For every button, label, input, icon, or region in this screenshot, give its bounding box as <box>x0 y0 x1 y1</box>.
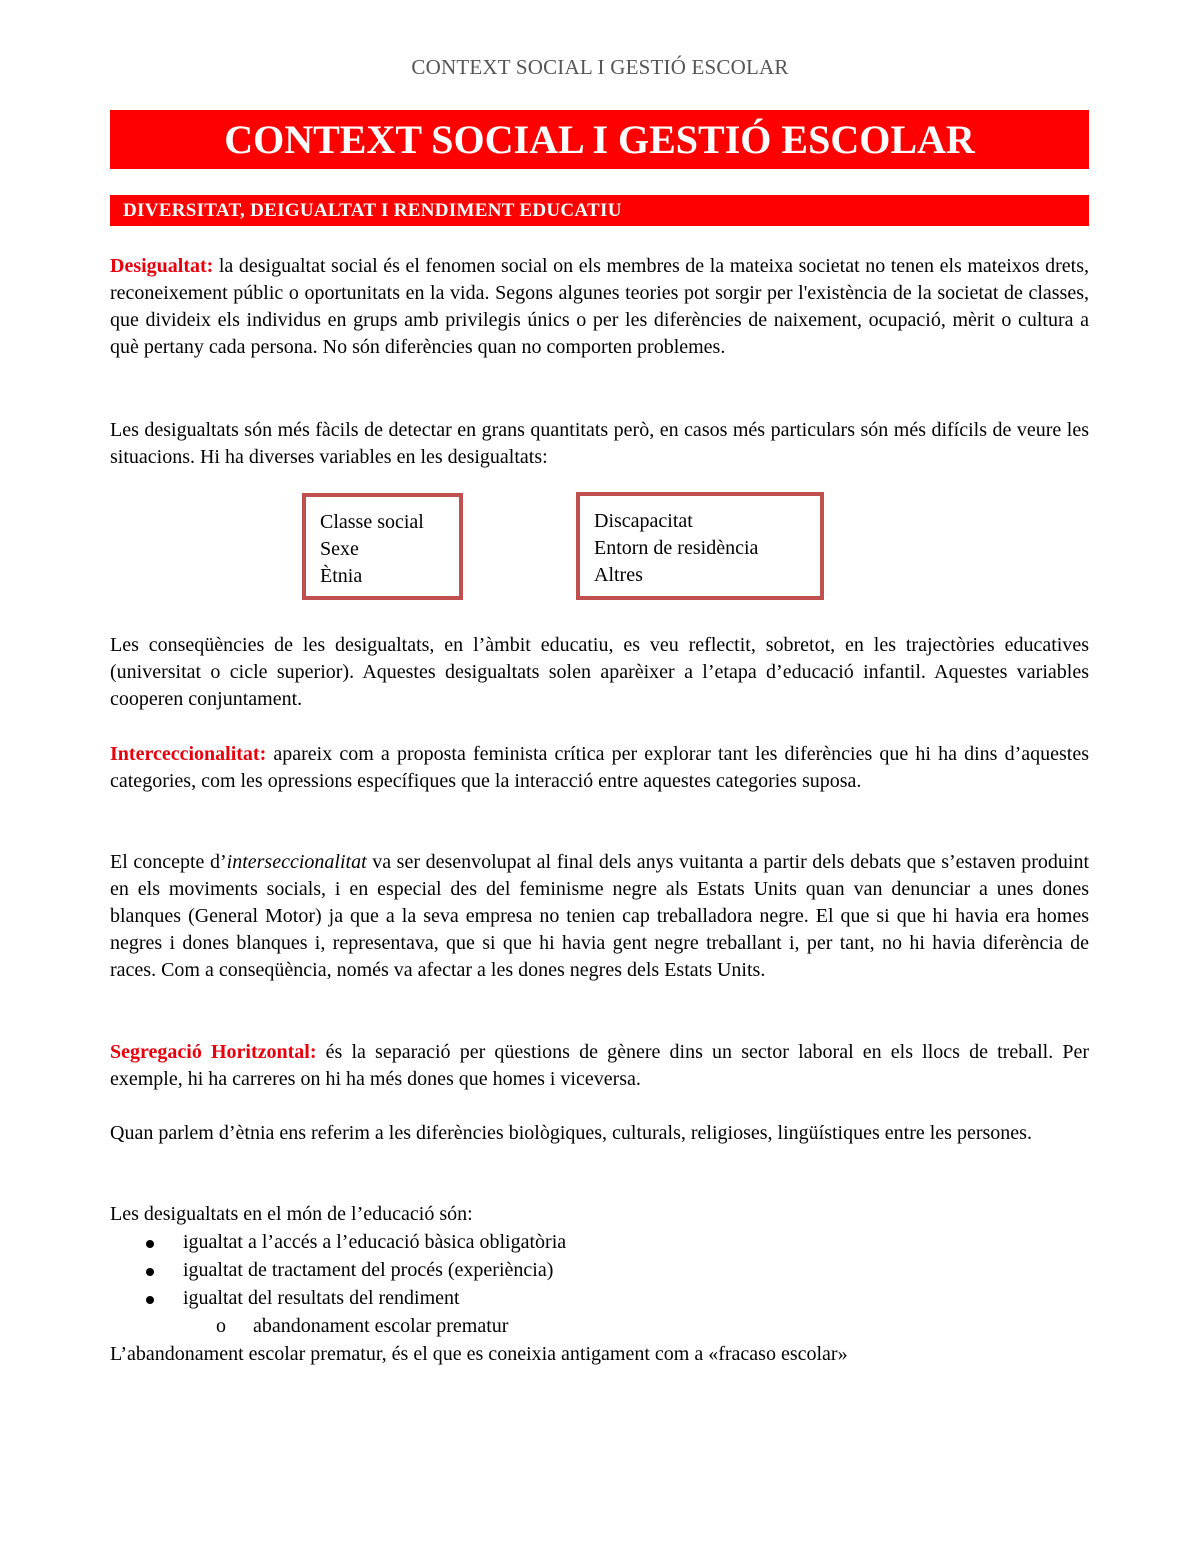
paragraph-concepte <box>110 849 1089 984</box>
paragraph-interseccionalitat <box>110 741 1089 795</box>
section-heading: DIVERSITAT, DEIGUALTAT I RENDIMENT EDUCATIU <box>110 195 1089 226</box>
list-item-text: abandonament escolar prematur <box>253 1315 509 1337</box>
term-segregacio: Segregació Horitzontal: <box>110 1041 317 1063</box>
list-item <box>110 1257 1089 1285</box>
variables-box-right <box>576 492 824 600</box>
document-title: CONTEXT SOCIAL I GESTIÓ ESCOLAR <box>110 110 1089 169</box>
sub-bullet-icon: o <box>216 1315 226 1337</box>
term-interseccionalitat: Interceccionalitat: <box>110 743 267 765</box>
list-item <box>110 1285 1089 1313</box>
paragraph-etnia: Quan parlem d’ètnia ens referim a les diferències biològiques, culturals, religioses, lingüístiques entre les persones. <box>110 1122 1032 1144</box>
bullet-icon <box>146 1296 154 1304</box>
variable-item: Entorn de residència <box>594 537 759 559</box>
bullet-list <box>110 1229 1089 1341</box>
paragraph-desigualtat <box>110 253 1089 361</box>
list-item-text: igualtat del resultats del rendiment <box>183 1287 460 1309</box>
variable-item: Ètnia <box>320 565 363 587</box>
term-desigualtat: Desigualtat: <box>110 255 214 277</box>
paragraph-text: El concepte d’ <box>110 851 227 873</box>
variable-item: Classe social <box>320 511 424 533</box>
paragraph-text: és la separació per qüestions de gènere dins un sector laboral en els llocs de treball. Per exemple, hi ha carreres on hi ha més dones que homes i viceversa. <box>110 1041 1089 1090</box>
paragraph-text: la desigualtat social és el fenomen social on els membres de la mateixa societat no tenen els mateixos drets, reconeixement públic o oportunitats en la vida. Segons algunes teories pot sorgir per l'existència de la societat de classes, que divideix els individus en grups amb privilegis únics o per les diferències de naixement, ocupació, mèrit o cultura a què pertany cada persona. No són diferències quan no comporten problemes. <box>110 255 1089 358</box>
bullet-icon <box>146 1240 154 1248</box>
bullet-icon <box>146 1268 154 1276</box>
paragraph-abandonament: L’abandonament escolar prematur, és el que es coneixia antigament com a «fracaso escolar» <box>110 1343 848 1365</box>
paragraph-list-intro: Les desigualtats en el món de l’educació són: <box>110 1203 473 1225</box>
variables-box-left <box>302 493 463 600</box>
list-item-text: igualtat de tractament del procés (experiència) <box>183 1259 554 1281</box>
list-item-text: igualtat a l’accés a l’educació bàsica obligatòria <box>183 1231 567 1253</box>
italic-term: interseccionalitat <box>226 851 367 873</box>
variable-item: Discapacitat <box>594 510 693 532</box>
paragraph-variables: Les desigualtats són més fàcils de detectar en grans quantitats però, en casos més particulars són més difícils de veure les situacions. Hi ha diverses variables en les desigualtats: <box>110 419 1089 468</box>
list-item <box>110 1229 1089 1257</box>
paragraph-text: apareix com a proposta feminista crítica per explorar tant les diferències que hi ha dins d’aquestes categories, com les opressions específiques que la interacció entre aquestes categories suposa. <box>110 743 1089 792</box>
paragraph-text: va ser desenvolupat al final dels anys vuitanta a partir dels debats que s’estaven produint en els moviments socials, i en especial des del feminisme negre als Estats Units quan van denunciar a unes dones blanques (General Motor) ja que a la seva empresa no tenien cap treballadora negre. El que si que hi havia era homes negres i dones blanques i, representava, que si que hi havia gent negre treballant i, per tant, no hi havia diferència de races. Com a conseqüència, només va afectar a les dones negres dels Estats Units. <box>110 851 1089 981</box>
paragraph-segregacio <box>110 1039 1089 1093</box>
running-header: CONTEXT SOCIAL I GESTIÓ ESCOLAR <box>411 55 789 79</box>
paragraph-consequencies: Les conseqüències de les desigualtats, en l’àmbit educatiu, es veu reflectit, sobretot, en les trajectòries educatives (universitat o cicle superior). Aquestes desigualtats solen aparèixer a l’etapa d’educació infantil. Aquestes variables cooperen conjuntament. <box>110 634 1089 710</box>
variable-item: Sexe <box>320 538 359 560</box>
sub-list-item <box>110 1313 1089 1341</box>
variable-item: Altres <box>594 564 643 586</box>
